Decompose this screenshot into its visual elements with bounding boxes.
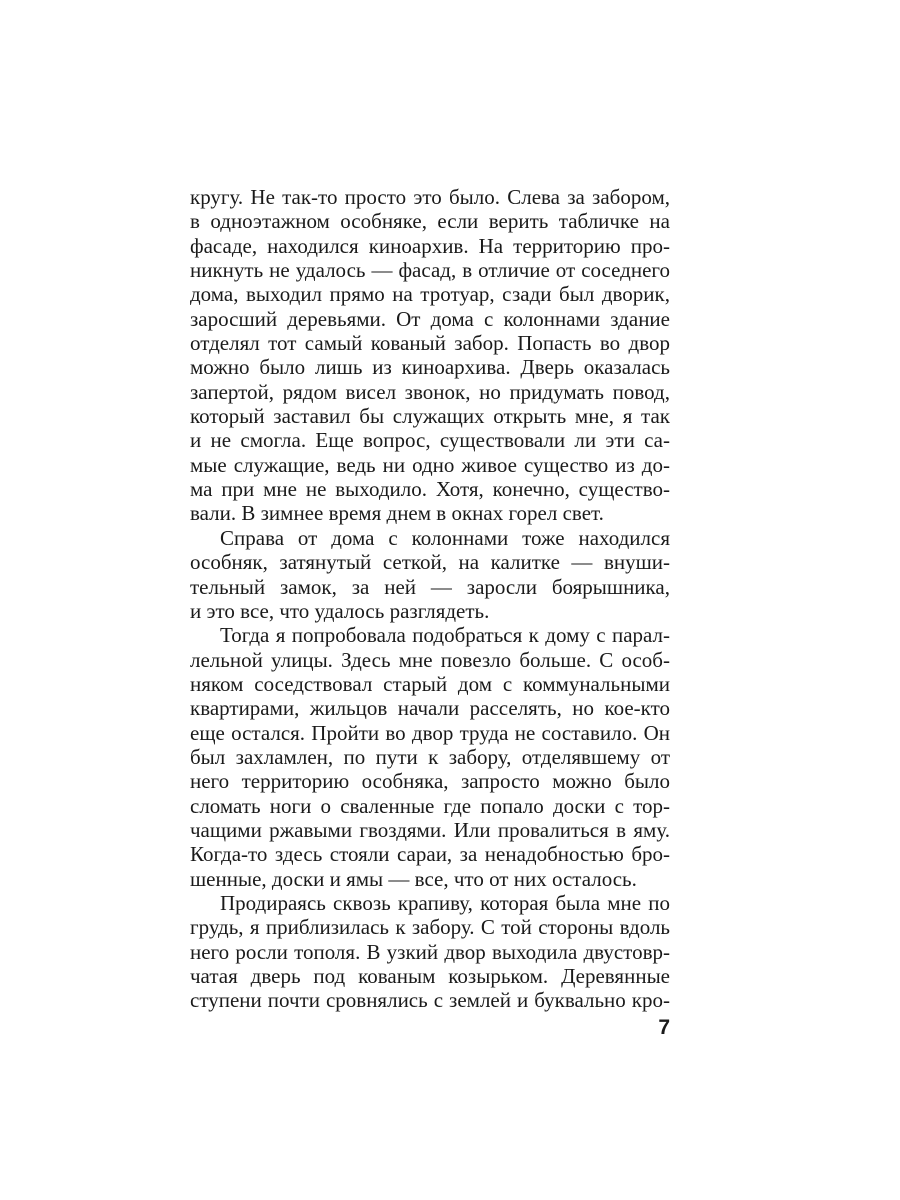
text-line: заросший деревьями. От дома с колоннами здание <box>190 306 670 331</box>
text-line: ступени почти сровнялись с землей и буквально кро- <box>190 988 670 1013</box>
text-line: Когда-то здесь стояли сараи, за ненадобностью бро- <box>190 842 670 867</box>
text-line: кругу. Не так-то просто это было. Слева за забором, <box>190 185 670 209</box>
text-line: в одноэтажном особняке, если верить табличке на <box>190 209 670 234</box>
text-line: чатая дверь под кованым козырьком. Деревянные <box>190 964 670 988</box>
text-line: был захламлен, по пути к забору, отделявшему от <box>190 744 670 769</box>
text-line: вали. В зимнее время днем в окнах горел свет. <box>190 501 604 526</box>
text-line: ма при мне не выходило. Хотя, конечно, существо- <box>190 477 670 502</box>
text-line: и это все, что удалось разглядеть. <box>190 598 490 623</box>
body-text <box>190 185 670 1013</box>
text-line: Справа от дома с колоннами тоже находился <box>220 525 670 550</box>
text-line: никнуть не удалось — фасад, в отличие от соседнего <box>190 258 670 283</box>
text-line: еще остался. Пройти во двор труда не составило. Он <box>190 720 670 745</box>
text-line: сломать ноги о сваленные где попало доски с тор- <box>190 793 670 818</box>
text-line: можно было лишь из киноархива. Дверь оказалась <box>190 355 670 380</box>
text-line: чащими ржавыми гвоздями. Или провалиться в яму. <box>190 817 670 842</box>
text-line: Продираясь сквозь крапиву, которая была мне по <box>220 890 670 915</box>
text-line: отделял тот самый кованый забор. Попасть во двор <box>190 331 670 356</box>
text-line: квартирами, жильцов начали расселять, но кое-кто <box>190 696 670 721</box>
text-line: грудь, я приблизилась к забору. С той стороны вдоль <box>190 915 670 940</box>
text-line: него росли тополя. В узкий двор выходила двустовр- <box>190 939 670 964</box>
text-line: него территорию особняка, запросто можно было <box>190 769 670 794</box>
page-number: 7 <box>658 1016 670 1039</box>
text-line: особняк, затянутый сеткой, на калитке — внуши- <box>190 550 670 575</box>
text-line: Тогда я попробовала подобраться к дому с парал- <box>220 623 670 648</box>
text-line: запертой, рядом висел звонок, но придумать повод, <box>190 379 670 404</box>
text-line: шенные, доски и ямы — все, что от них осталось. <box>190 866 637 891</box>
text-line: мые служащие, ведь ни одно живое существо из до- <box>190 452 670 477</box>
text-line: дома, выходил прямо на тротуар, сзади был дворик, <box>190 282 670 307</box>
text-line: и не смогла. Еще вопрос, существовали ли эти са- <box>190 428 670 453</box>
text-line: который заставил бы служащих открыть мне, я так <box>190 404 670 429</box>
text-line: фасаде, находился киноархив. На территорию про- <box>190 233 670 258</box>
text-line: лельной улицы. Здесь мне повезло больше. С особ- <box>190 647 670 672</box>
text-line: тельный замок, за ней — заросли боярышника, <box>190 574 670 599</box>
text-line: няком соседствовал старый дом с коммунальными <box>190 671 670 696</box>
